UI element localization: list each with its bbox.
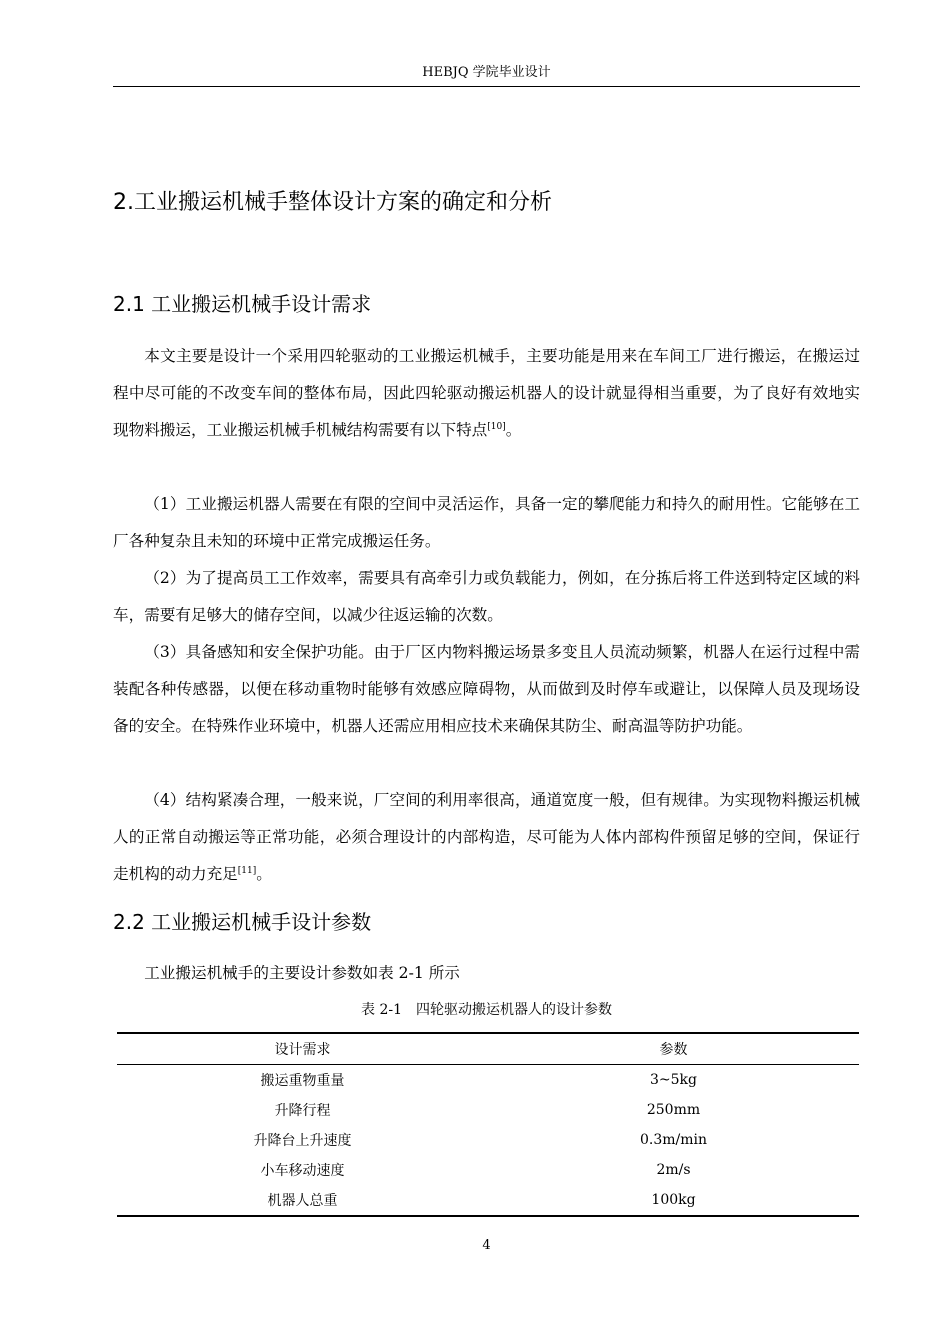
table-header-requirement: 设计需求: [117, 1033, 488, 1065]
intro-end: 。: [505, 421, 522, 439]
point-3-paragraph: （3）具备感知和安全保护功能。由于厂区内物料搬运场景多变且人员流动频繁，机器人在运行过程中需装配各种传感器，以便在移动重物时能够有效感应障碍物，从而做到及时停车或避让，以保障人员及现场设备的安全。在特殊作业环境中，机器人还需应用相应技术来确保其防尘、耐高温等防护功能。: [113, 643, 860, 735]
point-4-paragraph: [113, 782, 860, 893]
table-cell-parameter: 250mm: [646, 1102, 701, 1118]
table-caption-number: 表 2-1: [361, 1002, 402, 1018]
table-cell-parameter: 2m/s: [656, 1162, 691, 1178]
subsection-heading-2-1: 2.1 工业搬运机械手设计需求: [113, 292, 372, 316]
table-cell-parameter: 3~5kg: [650, 1072, 697, 1088]
running-header: HEBJQ 学院毕业设计: [422, 65, 551, 80]
table-cell-requirement: 搬运重物重量: [260, 1073, 345, 1089]
point-4-text: （4）结构紧凑合理，一般来说，厂空间的利用率很高，通道宽度一般，但有规律。为实现物料搬运机械人的正常自动搬运等正常功能，必须合理设计的内部构造，尽可能为人体内部构件预留足够的空间，保证行走机构的动力充足: [113, 791, 860, 883]
table-caption-text: 四轮驱动搬运机器人的设计参数: [416, 1002, 612, 1018]
header-rule: [113, 86, 860, 87]
table-cell-parameter: 100kg: [488, 1185, 859, 1216]
citation-11: [11]: [237, 865, 257, 876]
table-row: [117, 1185, 859, 1216]
subsection-heading-2-2: 2.2 工业搬运机械手设计参数: [113, 910, 372, 934]
table-row: [117, 1095, 859, 1125]
intro-text: 本文主要是设计一个采用四轮驱动的工业搬运机械手，主要功能是用来在车间工厂进行搬运，在搬运过程中尽可能的不改变车间的整体布局，因此四轮驱动搬运机器人的设计就显得相当重要，为了良好有效地实现物料搬运，工业搬运机械手机械结构需要有以下特点: [113, 347, 860, 439]
table-caption: [113, 1000, 860, 1020]
table-cell-requirement: 升降台上升速度: [253, 1133, 352, 1149]
params-intro-paragraph: 工业搬运机械手的主要设计参数如表 2-1 所示: [144, 964, 460, 982]
table-cell-requirement: 升降行程: [274, 1103, 331, 1119]
table-row: [117, 1155, 859, 1185]
point-1-paragraph: （1）工业搬运机器人需要在有限的空间中灵活运作，具备一定的攀爬能力和持久的耐用性。它能够在工厂各种复杂且未知的环境中正常完成搬运任务。: [113, 495, 860, 550]
table-row: [117, 1065, 859, 1096]
table-row: [117, 1125, 859, 1155]
point-2-paragraph: （2）为了提高员工工作效率，需要具有高牵引力或负载能力，例如，在分拣后将工件送到特定区域的料车，需要有足够大的储存空间，以减少往返运输的次数。: [113, 569, 860, 624]
point-4-end: 。: [256, 865, 272, 883]
table-cell-requirement: 机器人总重: [117, 1185, 488, 1216]
intro-paragraph: [113, 338, 860, 449]
table-cell-parameter: 0.3m/min: [639, 1132, 708, 1148]
table-header-parameter: 参数: [488, 1033, 859, 1065]
table-cell-requirement: 小车移动速度: [260, 1163, 345, 1179]
parameters-table: [117, 1032, 859, 1217]
citation-10: [10]: [487, 421, 506, 432]
page-number: 4: [482, 1238, 491, 1253]
section-heading: 2.工业搬运机械手整体设计方案的确定和分析: [113, 190, 552, 215]
table-header-row: [117, 1033, 859, 1065]
